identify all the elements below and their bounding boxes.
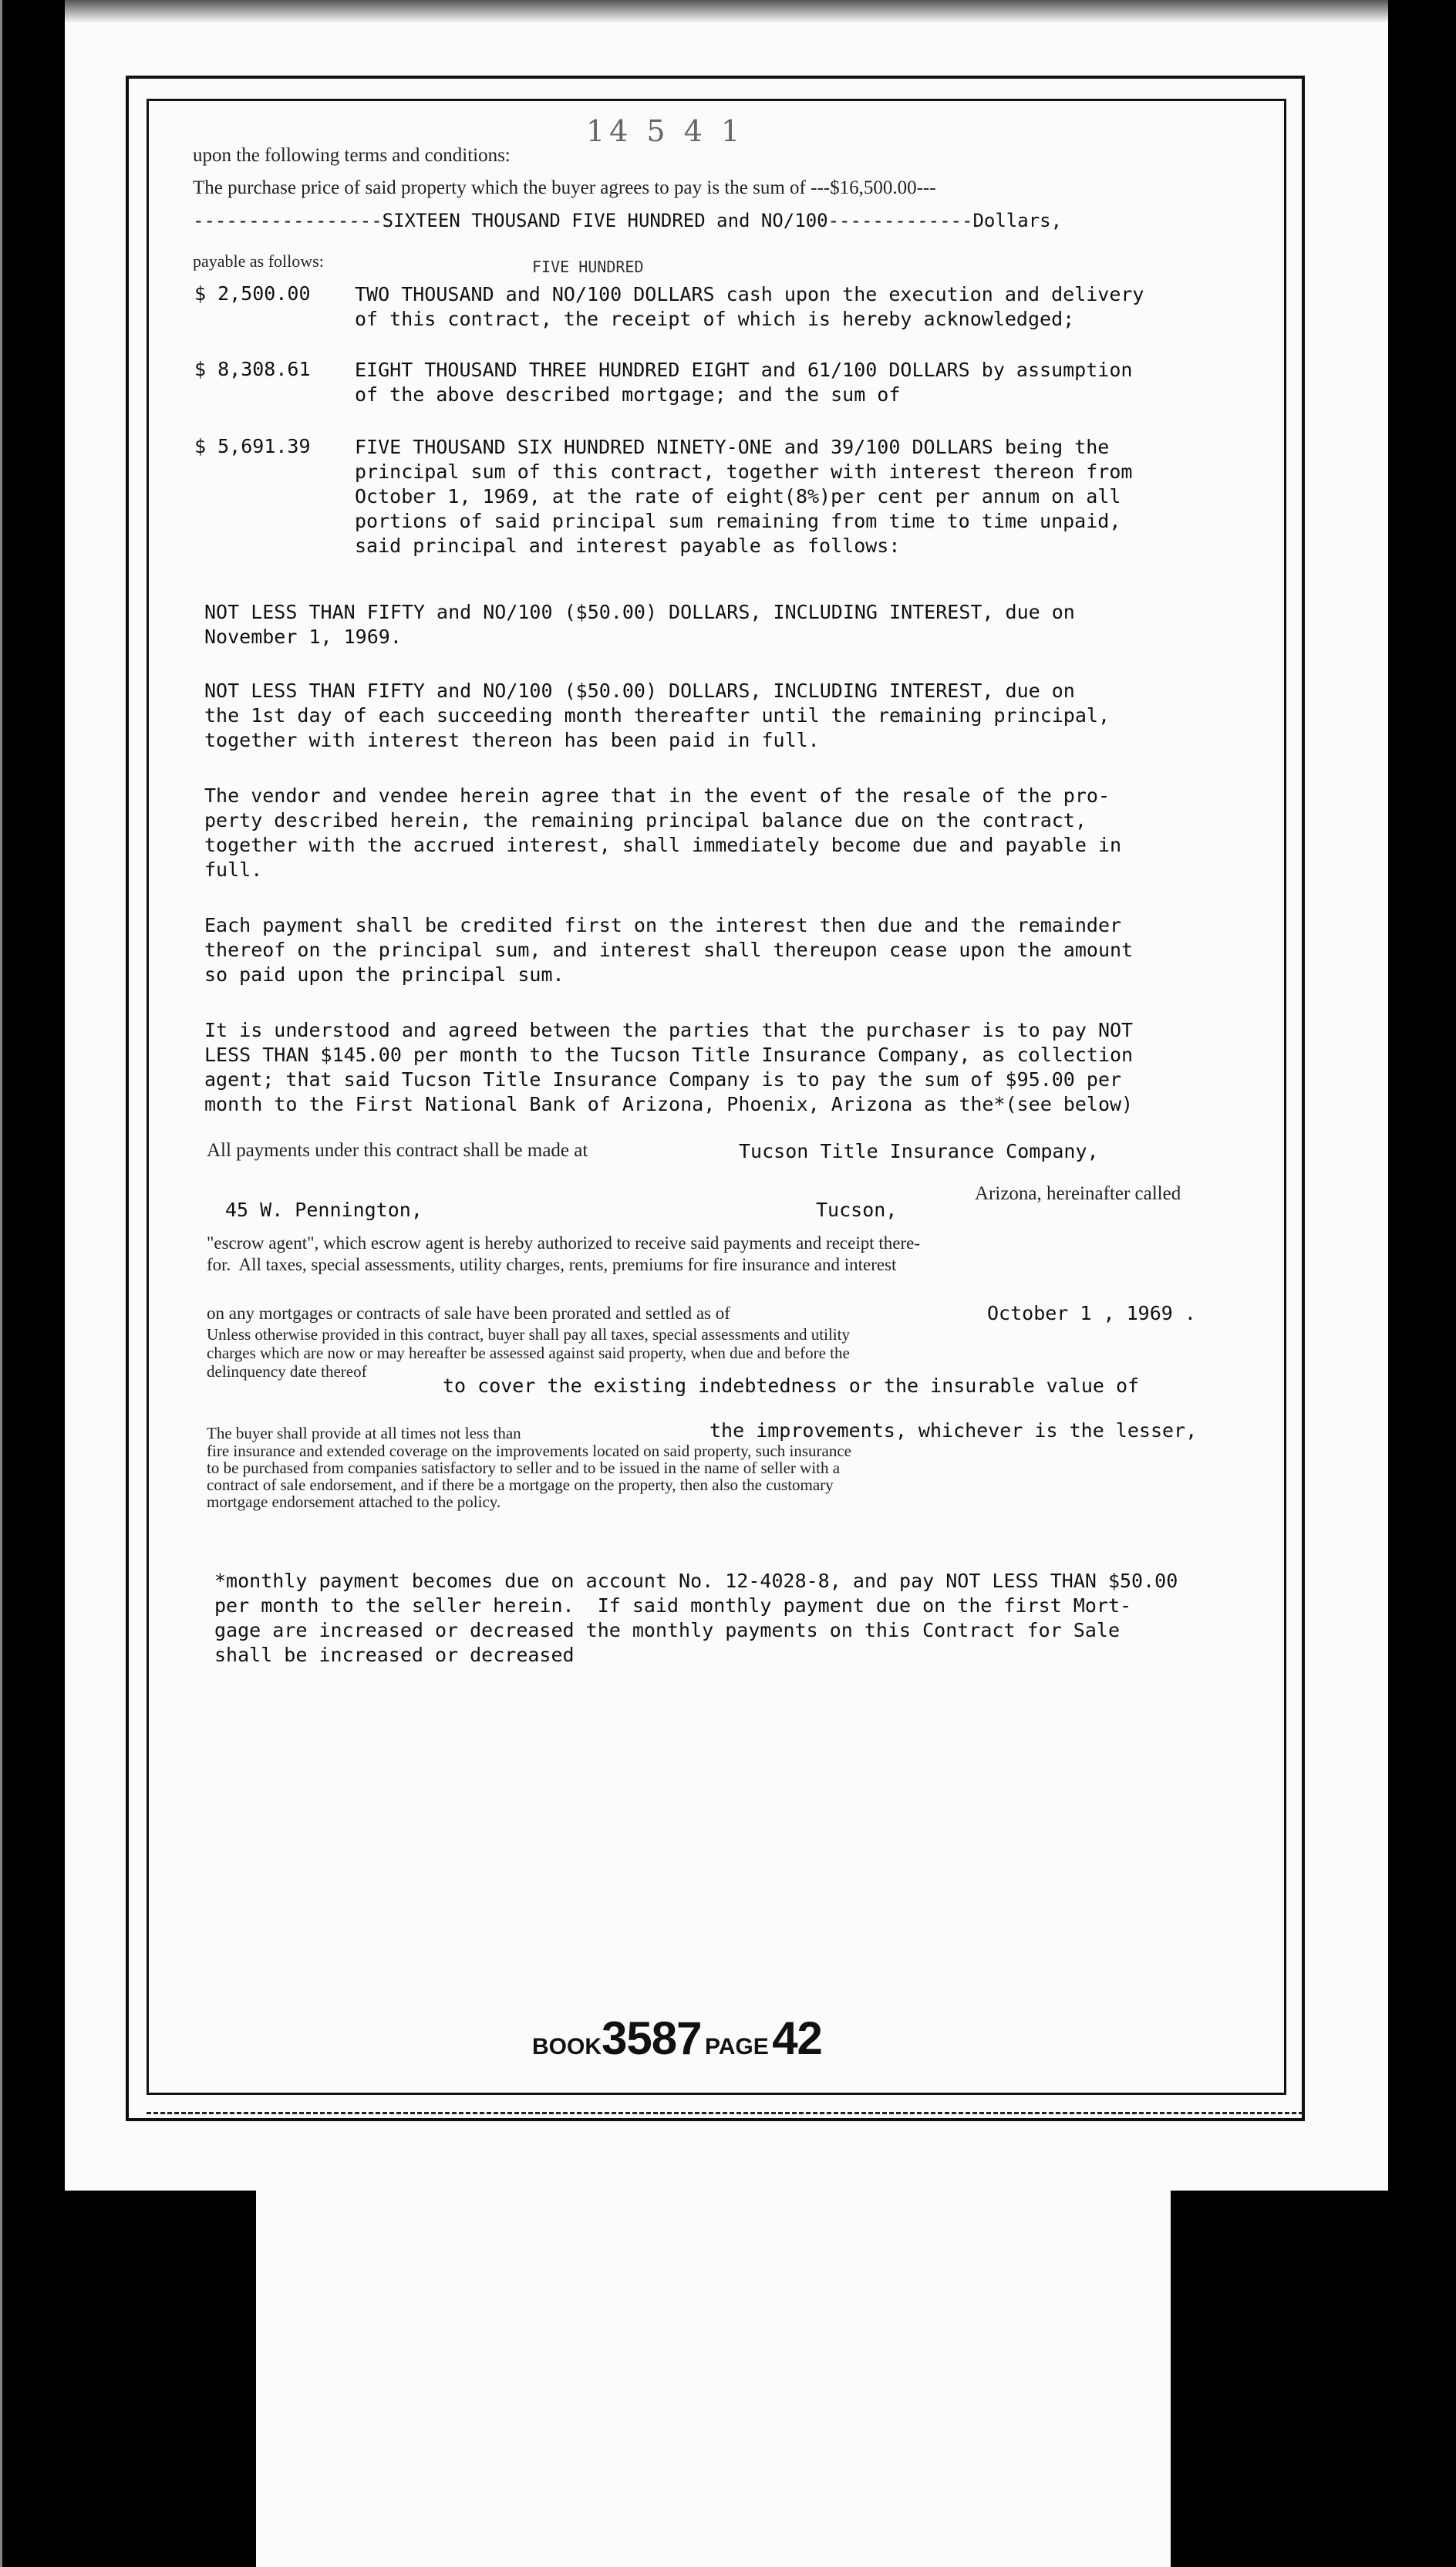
paragraph-monthly-installments: NOT LESS THAN FIFTY and NO/100 ($50.00) DOLLARS, INCLUDING INTEREST, due on the 1st day of each succeeding month thereafter until the remaining principal, together with interest thereon has been paid in full. — [204, 680, 1110, 751]
price-line: The purchase price of said property which the buyer agrees to pay is the sum of ---$16,500.00--- — [193, 177, 936, 198]
payment-2-text: EIGHT THOUSAND THREE HUNDRED EIGHT and 61/100 DOLLARS by assumption of the above described mortgage; and the sum of — [355, 359, 1133, 406]
insurance-cover-typed: to cover the existing indebtedness or the insurable value of — [443, 1375, 1140, 1397]
payment-3-text: FIVE THOUSAND SIX HUNDRED NINETY-ONE and 39/100 DOLLARS being the principal sum of this contract, together with interest thereon from October 1, 1969, at the rate of eight(8%)per cent per annum on all portions of said principal sum remaining from time to time unpaid, said principal and interest payable as follows: — [355, 436, 1133, 557]
escrow-agent-name: Tucson Title Insurance Company, — [739, 1140, 1099, 1162]
unless-clause: Unless otherwise provided in this contract, buyer shall pay all taxes, special assessments and utility charges which are now or may hereafter be assessed against said property, when due and before the delinquency date thereof — [207, 1325, 850, 1381]
scan-top-edge — [65, 0, 1388, 23]
agent-address: 45 W. Pennington, — [225, 1199, 423, 1221]
payable-label: payable as follows: — [193, 251, 324, 271]
payment-3-amount: $ 5,691.39 — [194, 435, 311, 457]
book-page-reference — [532, 2012, 822, 2065]
agent-city: Tucson, — [816, 1199, 898, 1221]
scan-crease — [0, 0, 2, 2567]
terms-intro: upon the following terms and conditions: — [193, 145, 511, 166]
book-number: 3587 — [602, 2012, 702, 2064]
paragraph-first-installment: NOT LESS THAN FIFTY and NO/100 ($50.00) DOLLARS, INCLUDING INTEREST, due on November 1, 1969. — [204, 601, 1075, 648]
book-label: BOOK — [532, 2034, 602, 2059]
monthly-payment-clause: *monthly payment becomes due on account No. 12-4028-8, and pay NOT LESS THAN $50.00 per month to the seller herein. If said monthly payment due on the first Mort- gage are increased or decreased the monthly payments on this Contract for Sale shall be increased or decreased — [214, 1570, 1178, 1666]
paragraph-collection-agent: It is understood and agreed between the parties that the purchaser is to pay NOT LESS THAN $145.00 per month to the Tucson Title Insurance Company, as collection agent; that said Tucson Title Insurance Company is to pay the sum of $95.00 per month to the First National Bank of Arizona, Phoenix, Arizona as the*(see below) — [204, 1019, 1134, 1115]
prorated-clause: on any mortgages or contracts of sale have been prorated and settled as of — [207, 1304, 730, 1323]
five-hundred-overtype: FIVE HUNDRED — [532, 258, 644, 276]
document-page-lower-strip — [256, 2191, 1171, 2567]
page-number: 42 — [772, 2012, 822, 2064]
payment-2-amount: $ 8,308.61 — [194, 358, 311, 380]
agent-state-text: Arizona, hereinafter called — [975, 1183, 1181, 1204]
payment-1-text: TWO THOUSAND and NO/100 DOLLARS cash upon the execution and delivery of this contract, the receipt of which is hereby acknowledged; — [355, 283, 1144, 330]
dashed-separator — [147, 2112, 1303, 2114]
page-label: PAGE — [704, 2034, 769, 2059]
recording-stamp: 14 5 4 1 — [586, 114, 745, 148]
buyer-insurance-typed: the improvements, whichever is the lesser, — [709, 1419, 1198, 1442]
escrow-agent-clause: "escrow agent", which escrow agent is hereby authorized to receive said payments and receipt there- for. All taxes, special assessments, utility charges, rents, premiums for fire insurance and interest — [207, 1233, 920, 1274]
insurance-requirements: fire insurance and extended coverage on the improvements located on said property, such insurance to be purchased from companies satisfactory to seller and to be issued in the name of seller with a contract of sale endorsement, and if there be a mortgage on the property, then also the customary mortgage endorsement attached to the policy. — [207, 1442, 851, 1511]
paragraph-resale-clause: The vendor and vendee herein agree that in the event of the resale of the pro- perty described herein, the remaining principal balance due on the contract, together with the accrued interest, shall immediately become due and payable in full. — [204, 784, 1122, 881]
payments-made-at-label: All payments under this contract shall be made at — [207, 1140, 588, 1161]
paragraph-payment-credit: Each payment shall be credited first on the interest then due and the remainder thereof on the principal sum, and interest shall thereupon cease upon the amount so paid upon the principal sum. — [204, 914, 1134, 986]
payment-1-amount: $ 2,500.00 — [194, 282, 311, 305]
prorated-date: October 1 , 1969 . — [987, 1302, 1196, 1324]
price-words: -----------------SIXTEEN THOUSAND FIVE HUNDRED and NO/100-------------Dollars, — [193, 210, 1063, 231]
buyer-insurance-clause: The buyer shall provide at all times not less than — [207, 1424, 521, 1442]
